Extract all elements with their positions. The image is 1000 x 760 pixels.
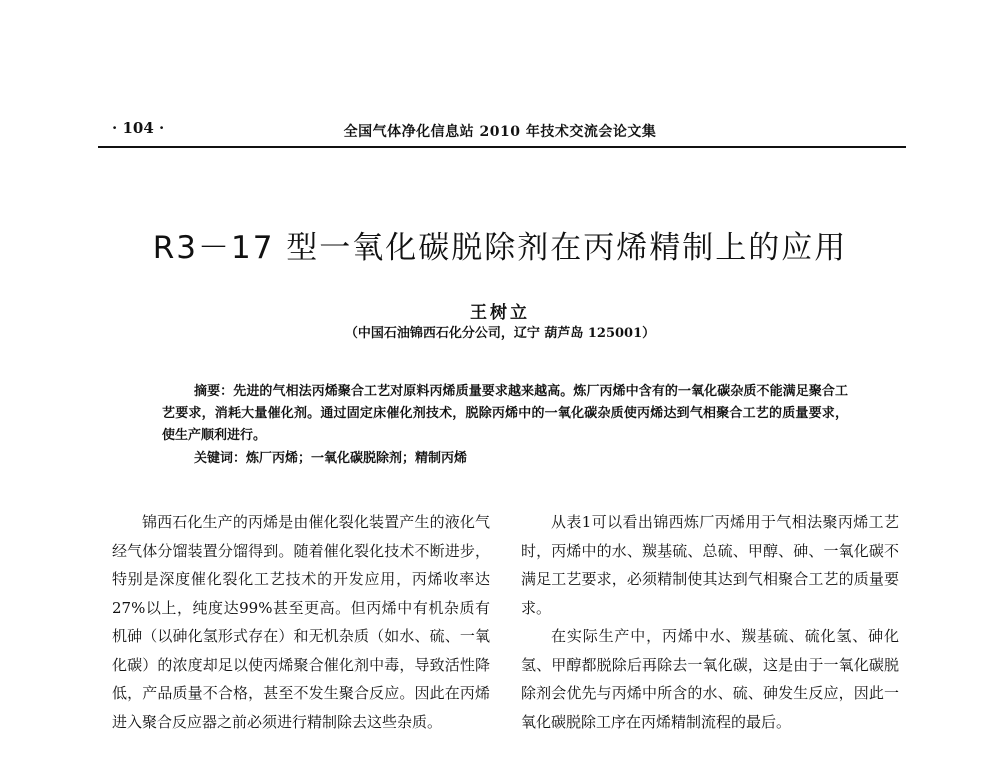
body-column-left	[112, 508, 490, 736]
body-column-right	[521, 508, 899, 736]
body-paragraph: 从表1可以看出锦西炼厂丙烯用于气相法聚丙烯工艺时，丙烯中的水、羰基硫、总硫、甲醇、砷、一氧化碳不满足工艺要求，必须精制使其达到气相聚合工艺的质量要求。	[521, 513, 899, 617]
header-rule	[98, 146, 906, 148]
author-name: 王树立	[470, 303, 530, 323]
body-paragraph: 锦西石化生产的丙烯是由催化裂化装置产生的液化气经气体分馏装置分馏得到。随着催化裂化技术不断进步，特别是深度催化裂化工艺技术的开发应用，丙烯收率达27%以上，纯度达99%甚至更高。但丙烯中有机杂质有机砷（以砷化氢形式存在）和无机杂质（如水、硫、一氧化碳）的浓度却足以使丙烯聚合催化剂中毒，导致活性降低，产品质量不合格，甚至不发生聚合反应。因此在丙烯进入聚合反应器之前必须进行精制除去这些杂质。	[112, 513, 490, 731]
running-header: 全国气体净化信息站 2010 年技术交流会论文集	[343, 124, 657, 140]
keywords: 关键词：炼厂丙烯；一氧化碳脱除剂；精制丙烯	[194, 451, 468, 466]
abstract	[162, 381, 848, 447]
page-number: · 104 ·	[112, 119, 165, 137]
abstract-text: 摘要：先进的气相法丙烯聚合工艺对原料丙烯质量要求越来越高。炼厂丙烯中含有的一氧化碳杂质不能满足聚合工艺要求，消耗大量催化剂。通过固定床催化剂技术，脱除丙烯中的一氧化碳杂质使丙烯达到气相聚合工艺的质量要求，使生产顺利进行。	[162, 384, 848, 443]
body-paragraph: 在实际生产中，丙烯中水、羰基硫、硫化氢、砷化氢、甲醇都脱除后再除去一氧化碳，这是由于一氧化碳脱除剂会优先与丙烯中所含的水、硫、砷发生反应，因此一氧化碳脱除工序在丙烯精制流程的最后。	[521, 627, 899, 731]
author-affiliation: （中国石油锦西石化分公司，辽宁 葫芦岛 125001）	[344, 326, 656, 341]
article-title: R3－17 型一氧化碳脱除剂在丙烯精制上的应用	[152, 230, 848, 266]
